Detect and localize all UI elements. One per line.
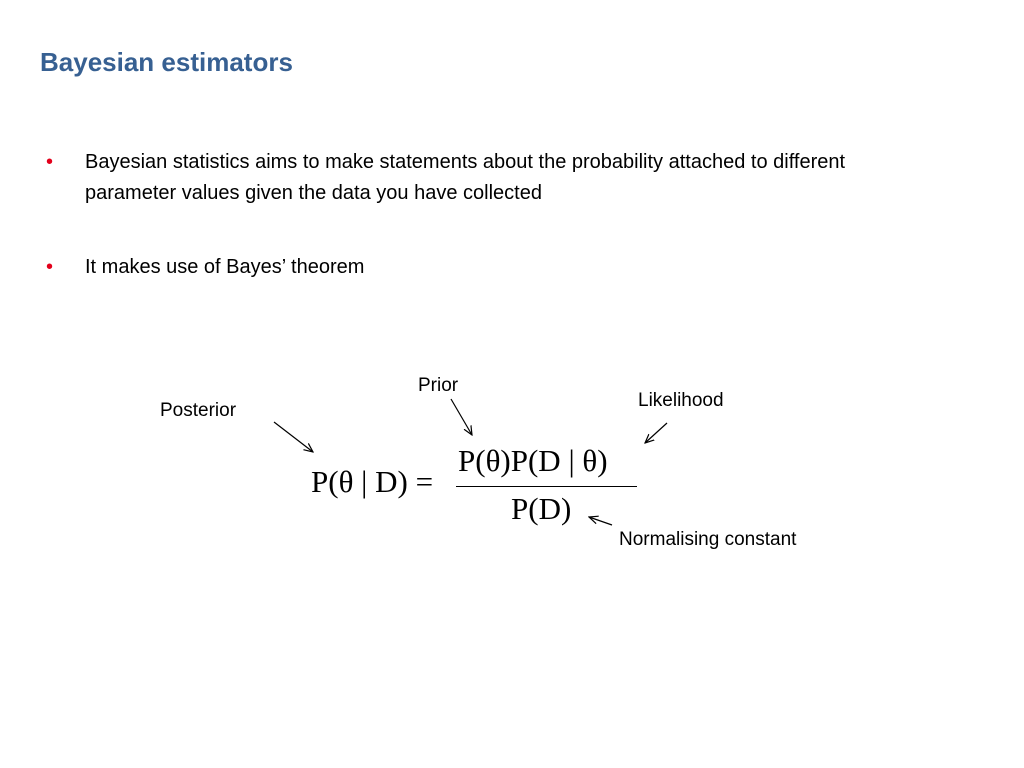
bullet-marker: • bbox=[46, 256, 54, 278]
equation-denominator: P(D) bbox=[511, 491, 572, 526]
prior-arrow-icon bbox=[451, 399, 472, 435]
bullet-text: It makes use of Bayes’ theorem bbox=[85, 256, 365, 278]
bullet-text: Bayesian statistics aims to make statements about the probability attached to different parameter values given the data you have collected bbox=[85, 151, 846, 204]
normalising-arrow-icon bbox=[589, 517, 612, 525]
equation-lhs: P(θ | D) = bbox=[311, 464, 434, 499]
bullet-marker: • bbox=[46, 151, 54, 173]
bullet-list bbox=[46, 147, 926, 326]
likelihood-label: Likelihood bbox=[638, 390, 724, 411]
slide-title: Bayesian estimators bbox=[40, 47, 293, 77]
prior-label: Prior bbox=[418, 375, 459, 396]
posterior-label: Posterior bbox=[160, 400, 237, 421]
fraction-bar bbox=[456, 486, 637, 487]
posterior-arrow-icon bbox=[274, 422, 313, 452]
normalising-constant-label: Normalising constant bbox=[619, 529, 797, 550]
equation-numerator: P(θ)P(D | θ) bbox=[458, 443, 608, 478]
bullet-item bbox=[46, 147, 926, 209]
likelihood-arrow-icon bbox=[645, 423, 667, 443]
bullet-item bbox=[46, 252, 926, 283]
